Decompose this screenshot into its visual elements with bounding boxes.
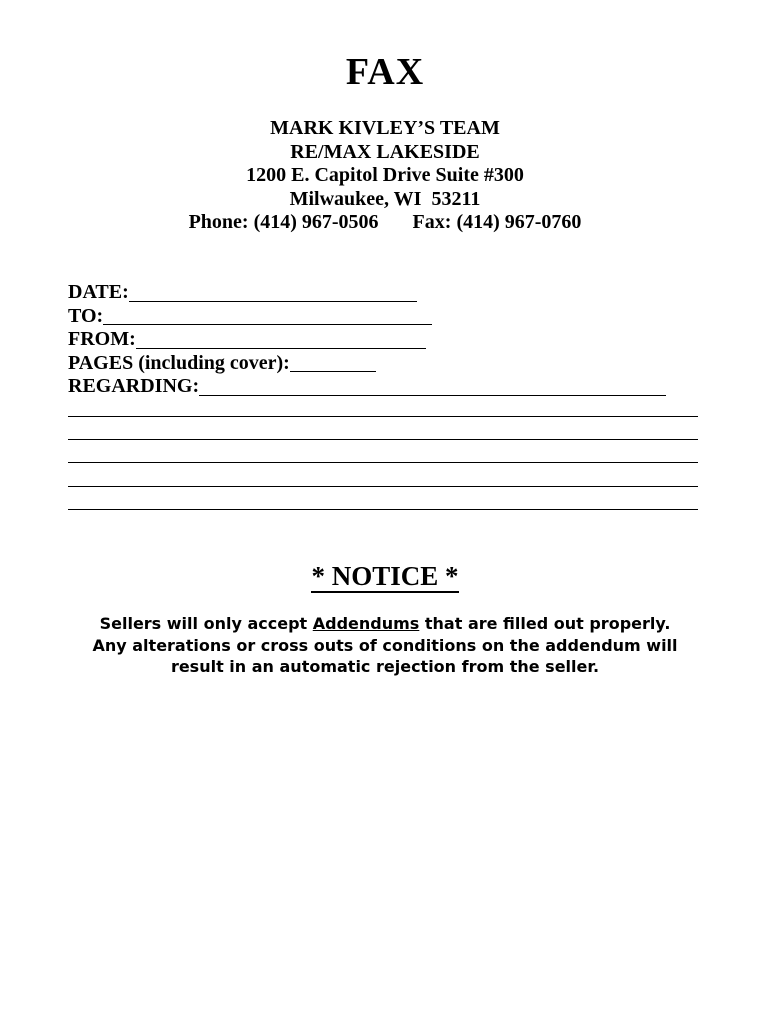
city-state-zip: Milwaukee, WI 53211 — [289, 187, 481, 210]
regarding-line[interactable] — [68, 416, 698, 417]
from-field — [68, 328, 666, 352]
page-title: FAX — [345, 51, 425, 93]
fax-label: Fax: — [412, 211, 452, 233]
regarding-field — [68, 375, 666, 399]
to-blank[interactable] — [103, 308, 432, 325]
notice-line-2: Any alterations or cross outs of conditions on the addendum will — [92, 635, 678, 655]
phone-label: Phone: — [188, 211, 249, 233]
fax-number: (414) 967-0760 — [456, 211, 582, 233]
notice-line-1-start: Sellers will only accept — [99, 614, 313, 633]
street-address: 1200 E. Capitol Drive Suite #300 — [246, 164, 524, 186]
notice-line-1 — [60, 613, 710, 635]
regarding-line[interactable] — [68, 462, 698, 463]
regarding-line[interactable] — [68, 486, 698, 487]
date-label: DATE: — [68, 281, 129, 303]
regarding-blank[interactable] — [199, 379, 666, 396]
date-field — [68, 281, 666, 305]
fax-form-fields — [68, 281, 666, 399]
regarding-label: REGARDING: — [68, 375, 200, 397]
team-name: MARK KIVLEY’S TEAM — [270, 117, 500, 139]
regarding-line[interactable] — [68, 439, 698, 440]
pages-blank[interactable] — [290, 355, 376, 372]
notice-line-1-end: that are filled out properly. — [419, 614, 671, 633]
from-blank[interactable] — [136, 332, 426, 349]
pages-field — [68, 352, 666, 376]
to-field — [68, 305, 666, 329]
office-name: RE/MAX LAKESIDE — [290, 140, 480, 163]
phone-number: (414) 967-0506 — [253, 211, 379, 233]
notice-line-3: result in an automatic rejection from the seller. — [170, 657, 600, 676]
contact-line — [0, 211, 770, 235]
to-label: TO: — [68, 304, 104, 327]
addendums-underlined: Addendums — [312, 614, 420, 633]
pages-label: PAGES (including cover): — [68, 351, 290, 374]
notice-heading — [0, 561, 770, 591]
date-blank[interactable] — [129, 285, 417, 302]
notice-title: * NOTICE * — [311, 561, 459, 591]
sender-header — [0, 117, 770, 235]
from-label: FROM: — [68, 328, 136, 350]
regarding-line[interactable] — [68, 509, 698, 510]
notice-body — [60, 613, 710, 678]
